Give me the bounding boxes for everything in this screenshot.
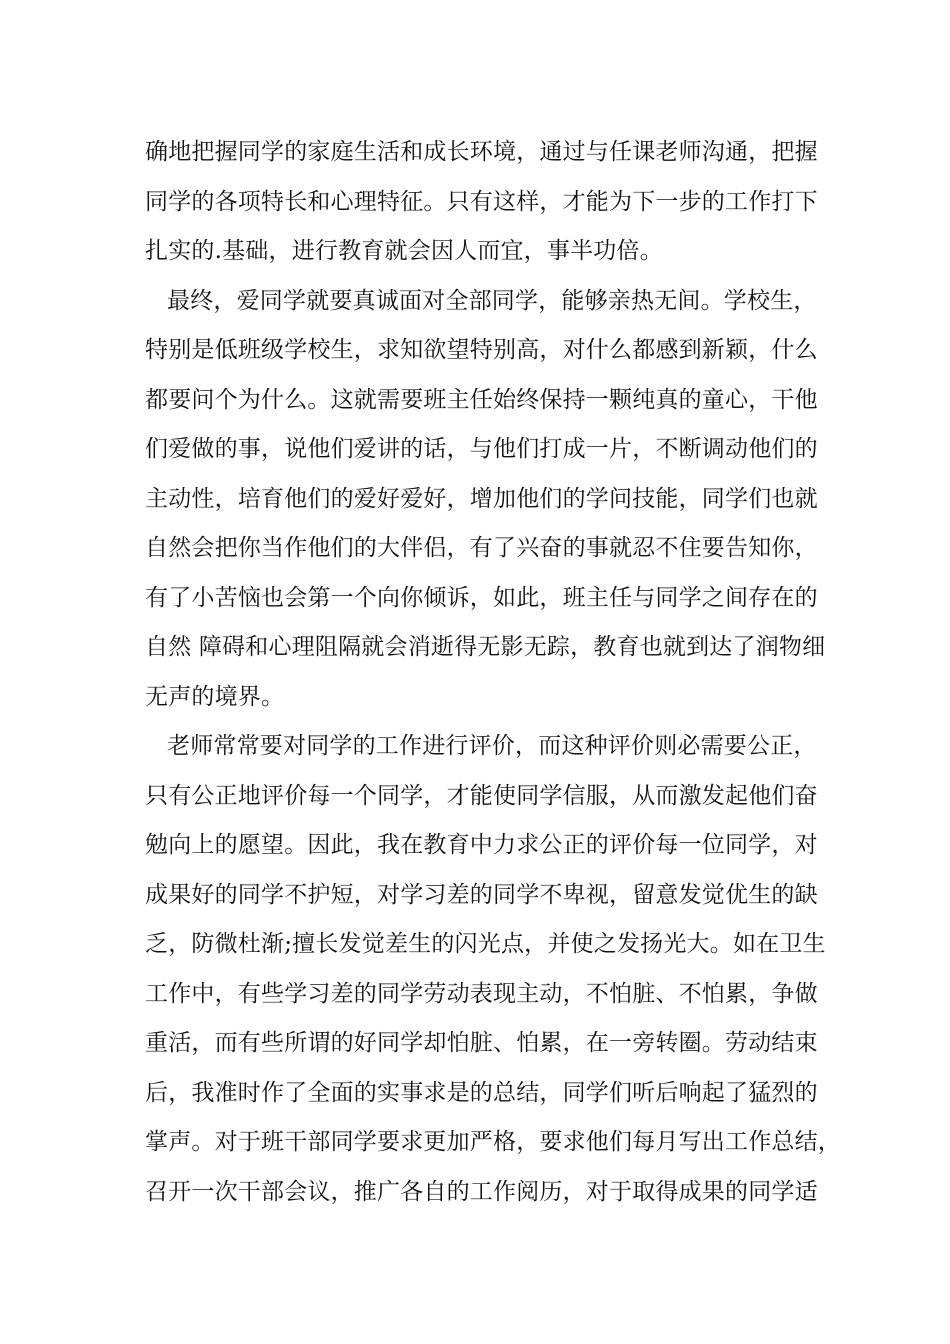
text-line: 们爱做的事，说他们爱讲的话，与他们打成一片，不断调动他们的	[145, 436, 818, 462]
text-line: 确地把握同学的家庭生活和成长环境，通过与任课老师沟通，把握	[145, 139, 818, 165]
text-line: 特别是低班级学校生，求知欲望特别高，对什么都感到新颖，什么	[145, 337, 818, 363]
text-line: 自然 障碍和心理阻隔就会消逝得无影无踪，教育也就到达了润物细	[145, 634, 826, 660]
text-line: 无声的境界。	[145, 683, 285, 710]
text-line: 有了小苦恼也会第一个向你倾诉，如此，班主任与同学之间存在的	[145, 584, 818, 611]
text-line: 只有公正地评价每一个同学，才能使同学信服，从而激发起他们奋	[145, 782, 818, 809]
text-line: 乏，防微杜渐;擅长发觉差生的闪光点，并使之发扬光大。如在卫生	[145, 931, 826, 957]
text-line: 扎实的.基础，进行教育就会因人而宜，事半功倍。	[145, 238, 663, 264]
text-line: 主动性，培育他们的爱好爱好，增加他们的学问技能，同学们也就	[145, 485, 818, 512]
text-line: 同学的各项特长和心理特征。只有这样，才能为下一步的工作打下	[145, 188, 818, 215]
text-line: 重活，而有些所谓的好同学却怕脏、怕累，在一旁转圈。劳动结束	[145, 1030, 818, 1056]
text-line: 自然会把你当作他们的大伴侣，有了兴奋的事就忍不住要告知你，	[145, 535, 818, 561]
paragraph-start-line: 老师常常要对同学的工作进行评价，而这种评价则必需要公正，	[167, 733, 817, 759]
paragraph-start-line: 最终，爱同学就要真诚面对全部同学，能够亲热无间。学校生，	[167, 287, 817, 314]
text-line: 勉向上的愿望。因此，我在教育中力求公正的评价每一位同学，对	[145, 832, 818, 858]
text-line: 掌声。对于班干部同学要求更加严格，要求他们每月写出工作总结，	[145, 1129, 841, 1155]
document-body	[145, 128, 845, 1217]
text-line: 都要问个为什么。这就需要班主任始终保持一颗纯真的童心，干他	[145, 386, 818, 413]
text-line: 成果好的同学不护短，对学习差的同学不卑视，留意发觉优生的缺	[145, 881, 818, 908]
text-line: 召开一次干部会议，推广各自的工作阅历，对于取得成果的同学适	[145, 1178, 818, 1205]
text-line: 后，我准时作了全面的实事求是的总结，同学们听后响起了猛烈的	[145, 1079, 818, 1106]
text-line: 工作中，有些学习差的同学劳动表现主动，不怕脏、不怕累，争做	[145, 980, 818, 1007]
